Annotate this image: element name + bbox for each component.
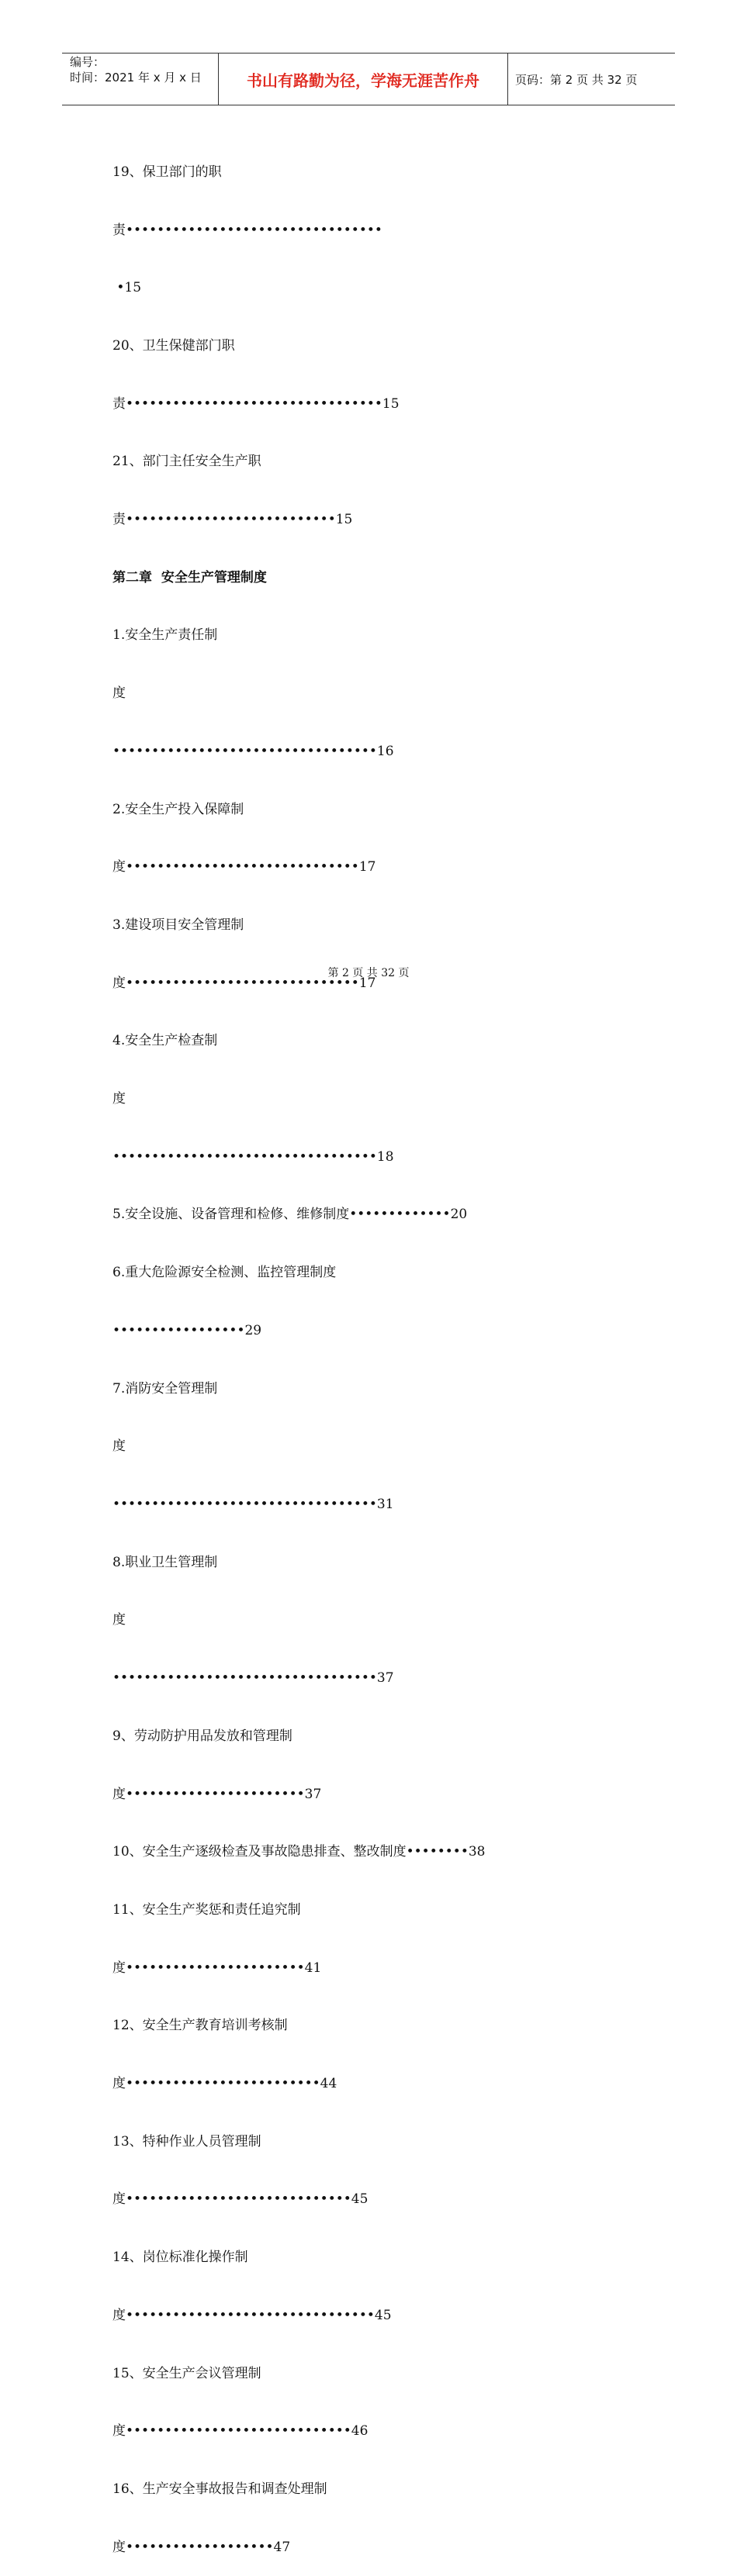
toc-line: 13、特种作业人员管理制 (112, 2133, 261, 2150)
toc-line: 度••••••••••••••••••••••••••••••17 (112, 975, 376, 991)
toc-line: 度•••••••••••••••••••••••37 (112, 1786, 322, 1802)
header-page-info: 页码：第 2 页 共 32 页 (515, 73, 638, 87)
document-number-label: 编号： (70, 55, 106, 69)
header-meta (70, 54, 202, 85)
toc-line: 4.安全生产检查制 (112, 1033, 218, 1049)
toc-line: 10、安全生产逐级检查及事故隐患排查、整改制度••••••••38 (112, 1844, 486, 1860)
page-header (62, 53, 675, 105)
toc-line: 15、安全生产会议管理制 (112, 2365, 261, 2381)
header-motto: 书山有路勤为径，学海无涯苦作舟 (247, 71, 479, 90)
toc-line: 16、生产安全事故报告和调查处理制 (112, 2481, 327, 2497)
toc-line: 2.安全生产投入保障制 (112, 801, 244, 817)
toc-line: 度••••••••••••••••••••••••••••••17 (112, 859, 376, 875)
toc-line: 度 (112, 1091, 126, 1107)
toc-line: 8.职业卫生管理制 (112, 1554, 218, 1570)
toc-line: ••••••••••••••••••••••••••••••••••18 (112, 1148, 394, 1165)
toc-line: 11、安全生产奖惩和责任追究制 (112, 1901, 301, 1918)
toc-line: 20、卫生保健部门职 (112, 337, 235, 354)
toc-line: ••••••••••••••••••••••••••••••••••37 (112, 1670, 394, 1687)
toc-line: 7.消防安全管理制 (112, 1380, 218, 1397)
toc-line: 度•••••••••••••••••••••••••44 (112, 2076, 337, 2092)
toc-line: ••••••••••••••••••••••••••••••••••16 (112, 743, 394, 759)
toc-line: 责•••••••••••••••••••••••••••15 (112, 512, 353, 528)
toc-line: 1.安全生产责任制 (112, 627, 218, 644)
toc-line: 度•••••••••••••••••••47 (112, 2539, 291, 2555)
toc-line: 9、劳动防护用品发放和管理制 (112, 1728, 292, 1744)
toc-line: 责••••••••••••••••••••••••••••••••• (112, 222, 382, 238)
toc-line: 21、部门主任安全生产职 (112, 454, 261, 470)
toc-line: 12、安全生产教育培训考核制 (112, 2018, 288, 2034)
header-divider (507, 54, 508, 105)
toc-line: 5.安全设施、设备管理和检修、维修制度•••••••••••••20 (112, 1207, 468, 1223)
toc-line: 度•••••••••••••••••••••••••••••46 (112, 2423, 368, 2440)
toc-line: 责•••••••••••••••••••••••••••••••••15 (112, 395, 400, 412)
toc-line: ••••••••••••••••••••••••••••••••••31 (112, 1496, 394, 1512)
toc-line: 度•••••••••••••••••••••••••••••45 (112, 2191, 368, 2208)
table-of-contents (112, 124, 625, 2576)
document-date-label: 时间：2021 年 x 月 x 日 (70, 71, 202, 85)
toc-line: 14、岗位标准化操作制 (112, 2250, 248, 2266)
toc-line: 度•••••••••••••••••••••••41 (112, 1960, 322, 1976)
toc-line: 度 (112, 1612, 126, 1628)
page-footer: 第 2 页 共 32 页 (327, 967, 410, 979)
toc-line: •15 (112, 280, 142, 296)
toc-line: 度 (112, 1438, 126, 1455)
toc-chapter-heading: 第二章 安全生产管理制度 (112, 569, 267, 585)
toc-line: 6.重大危险源安全检测、监控管理制度 (112, 1265, 337, 1281)
toc-line: •••••••••••••••••29 (112, 1322, 262, 1338)
toc-line: 19、保卫部门的职 (112, 164, 222, 180)
toc-line: 度••••••••••••••••••••••••••••••••45 (112, 2307, 392, 2323)
toc-line: 度 (112, 685, 126, 702)
toc-line: 3.建设项目安全管理制 (112, 917, 244, 933)
